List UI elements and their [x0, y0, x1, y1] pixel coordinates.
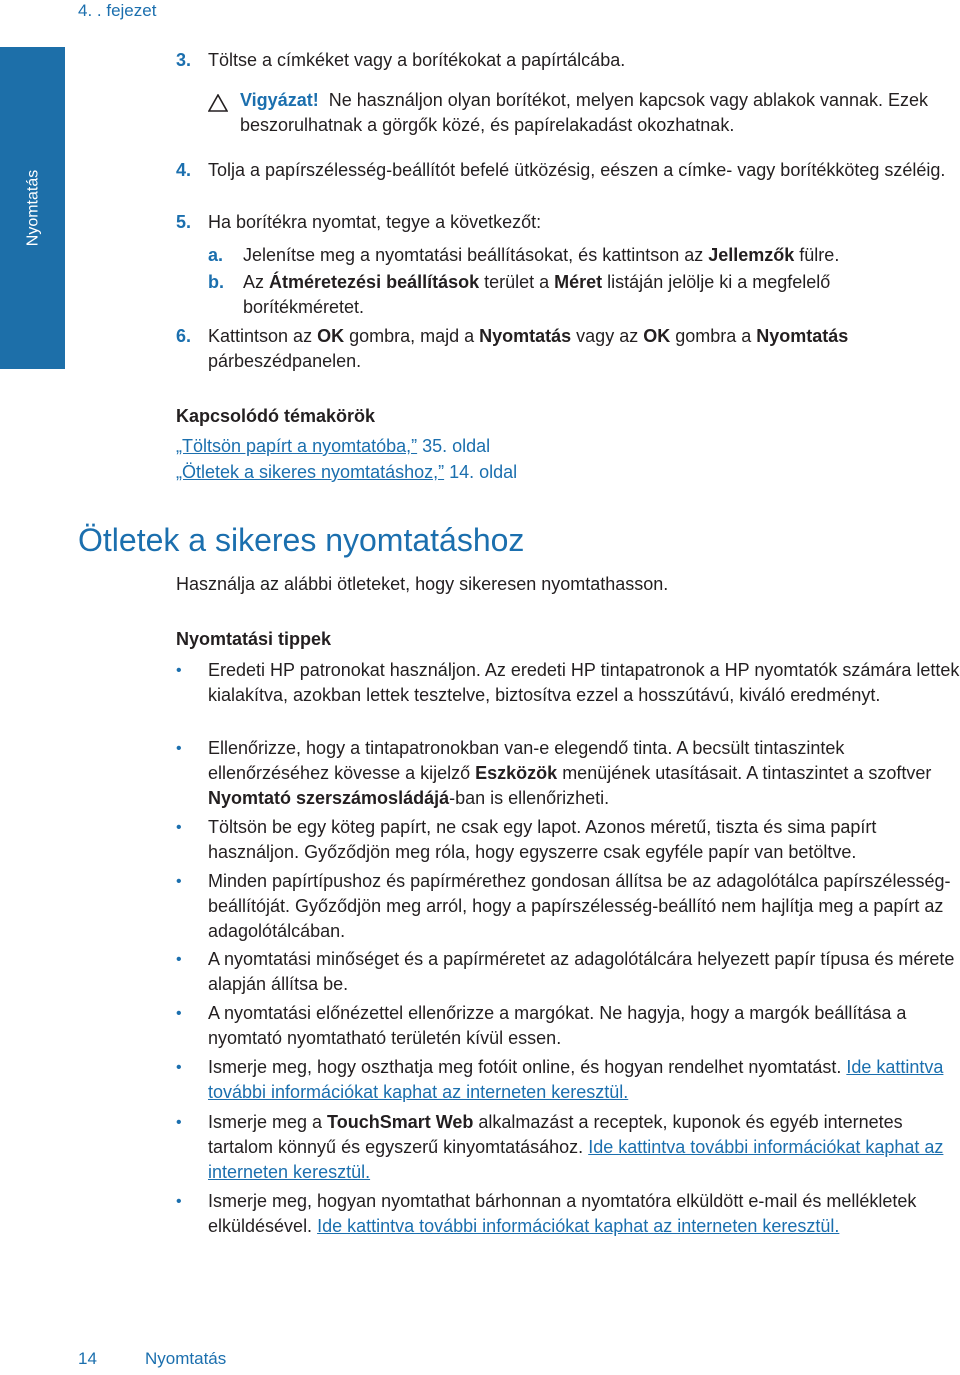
tip-text: Ismerje meg a TouchSmart Web alkalmazást a receptek, kuponok és egyéb internetes tartalom könnyű és egyszerű kinyomtatásához. Ide kattintva további információkat kaphat az interneten keresztül.	[208, 1112, 944, 1182]
substep-letter: b.	[208, 272, 224, 292]
step-number: 4.	[176, 160, 192, 180]
substep-letter: a.	[208, 245, 224, 265]
bullet-icon: •	[176, 1005, 182, 1022]
substep-text: Az Átméretezési beállítások terület a Méret listáján jelölje ki a megfelelő borítékméretet.	[243, 272, 831, 317]
step-number: 5.	[176, 212, 192, 232]
step-text: Tolja a papírszélesség-beállítót befelé ütközésig, eészen a címke- vagy borítékköteg széléig.	[208, 160, 946, 180]
step-text: Kattintson az OK gombra, majd a Nyomtatás vagy az OK gombra a Nyomtatás párbeszédpanelen.	[208, 326, 849, 371]
related-topics-title: Kapcsolódó témakörök	[176, 406, 376, 426]
warning-icon	[208, 94, 228, 112]
side-tab	[0, 47, 65, 369]
section-title: Ötletek a sikeres nyomtatáshoz	[78, 522, 525, 558]
related-topic-item	[176, 460, 517, 485]
bullet-icon: •	[176, 740, 182, 757]
related-topic-link[interactable]: „Ötletek a sikeres nyomtatáshoz,”	[176, 462, 445, 482]
bullet-icon: •	[176, 1059, 182, 1076]
bullet-icon: •	[176, 819, 182, 836]
more-info-link[interactable]: Ide kattintva további információkat kaphat az interneten keresztül.	[208, 1137, 944, 1182]
tips-title: Nyomtatási tippek	[176, 629, 332, 649]
tip-text: Eredeti HP patronokat használjon. Az eredeti HP tintapatronok a HP nyomtatók számára lettek kialakítva, azokban lettek tesztelve, biztosítva ezzel a hosszútávú, kiváló eredményt.	[208, 660, 960, 705]
bullet-icon: •	[176, 951, 182, 968]
bullet-icon: •	[176, 873, 182, 890]
tip-text: A nyomtatási előnézettel ellenőrizze a margókat. Ne hagyja, hogy a margók beállítása a nyomtató nyomtatható területén kívül essen.	[208, 1003, 907, 1048]
page-number: 14	[78, 1349, 97, 1368]
tip-text: A nyomtatási minőséget és a papírméretet az adagolótálcára helyezett papír típusa és mérete alapján állítsa be.	[208, 949, 955, 994]
related-topic-page: 14. oldal	[444, 462, 518, 482]
tip-text: Töltsön be egy köteg papírt, ne csak egy lapot. Azonos méretű, tiszta és sima papírt használjon. Győződjön meg róla, hogy egyszerre csak egyféle papír van betöltve.	[208, 817, 877, 862]
tip-text: Ismerje meg, hogyan nyomtathat bárhonnan a nyomtatóra elküldött e-mail és mellékletek elküldésével. Ide kattintva további információkat kaphat az interneten keresztül.	[208, 1191, 917, 1236]
substep-text: Jelenítse meg a nyomtatási beállításokat, és kattintson az Jellemzők fülre.	[243, 245, 840, 265]
bullet-icon: •	[176, 1193, 182, 1210]
tip-text: Minden papírtípushoz és papírmérethez gondosan állítsa be az adagolótálca papírszélesség-beállítóját. Győződjön meg arról, hogy a papírszélesség-beállító nem hajlítja meg a papírt az adagolótálcában.	[208, 871, 951, 941]
step-text: Töltse a címkéket vagy a borítékokat a papírtálcába.	[208, 50, 626, 70]
step-text: Ha borítékra nyomtat, tegye a következőt:	[208, 212, 542, 232]
footer-section: Nyomtatás	[145, 1349, 227, 1368]
bullet-icon: •	[176, 662, 182, 679]
warning-note	[240, 88, 960, 138]
tip-text: Ismerje meg, hogy oszthatja meg fotóit online, és hogyan rendelhet nyomtatást. Ide kattintva további információkat kaphat az interneten keresztül.	[208, 1057, 944, 1102]
side-tab-label: Nyomtatás	[24, 169, 41, 247]
related-topic-link[interactable]: „Töltsön papírt a nyomtatóba,”	[176, 436, 418, 456]
section-intro: Használja az alábbi ötleteket, hogy sikeresen nyomtathasson.	[176, 574, 669, 594]
warning-text: Ne használjon olyan borítékot, melyen kapcsok vagy ablakok vannak. Ezek beszorulhatnak a görgők közé, és papírelakadást okozhatnak.	[240, 90, 929, 135]
more-info-link[interactable]: Ide kattintva további információkat kaphat az interneten keresztül.	[208, 1057, 944, 1102]
more-info-link[interactable]: Ide kattintva további információkat kaphat az interneten keresztül.	[317, 1216, 840, 1236]
tip-text: Ellenőrizze, hogy a tintapatronokban van-e elegendő tinta. A becsült tintaszintek ellenőrzéséhez kövesse a kijelző Eszközök menüjének utasításait. A tintaszintet a szoftver Nyomtató szerszámosládájá-ban is ellenőrizheti.	[208, 738, 932, 808]
warning-label: Vigyázat!	[240, 90, 319, 110]
chapter-header: 4. . fejezet	[78, 1, 157, 20]
step-number: 3.	[176, 50, 192, 70]
bullet-icon: •	[176, 1114, 182, 1131]
step-number: 6.	[176, 326, 192, 346]
related-topic-page: 35. oldal	[417, 436, 491, 456]
related-topic-item	[176, 434, 490, 459]
